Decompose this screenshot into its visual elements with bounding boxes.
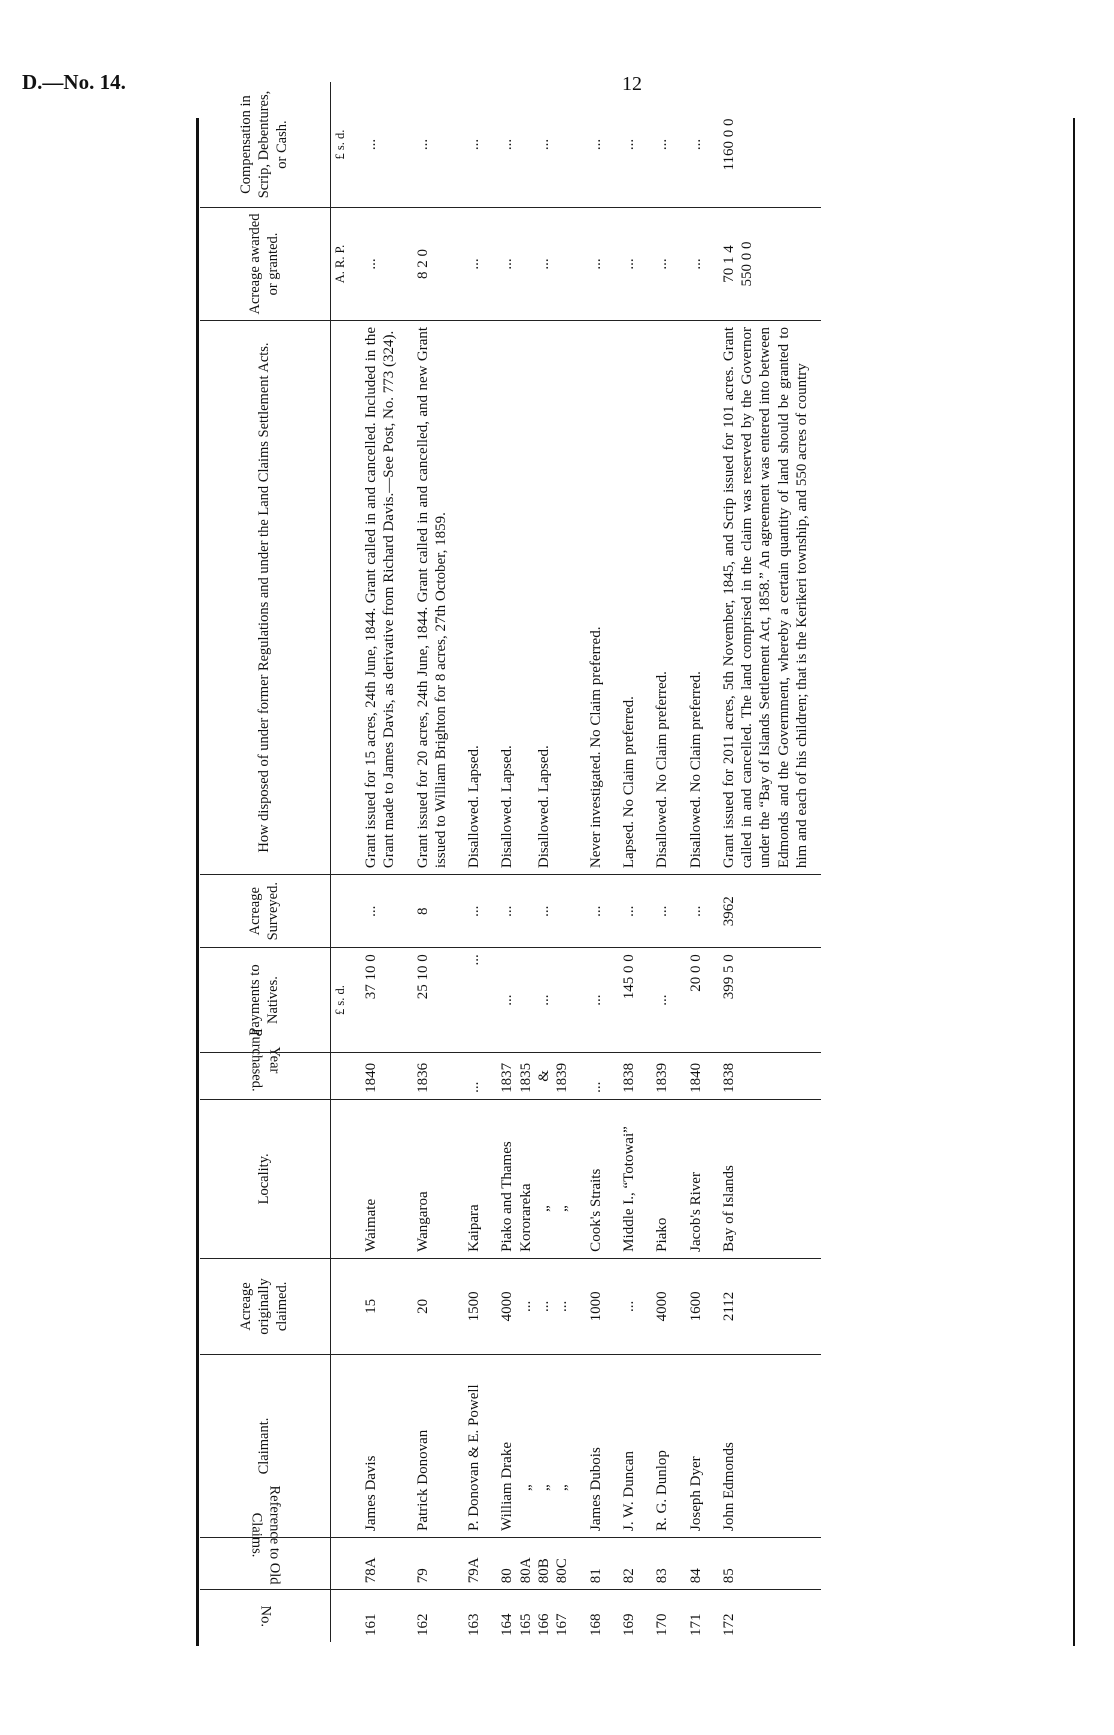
cell-disposal: Grant issued for 15 acres, 24th June, 1844. Grant called in and cancelled. Included in the Grant made to James Davis, as derivative from Richard Davis.—See Post, No. 773 (324). [357,320,409,874]
cell-locality: Kaipara [460,1099,493,1258]
cell-no: 171 [687,1613,704,1636]
cell-disposal: Lapsed. No Claim preferred. [615,320,648,874]
col-no: No. [200,1590,331,1642]
cell-surveyed: ... [460,875,493,948]
cell-disposal: Never investigated. No Claim preferred. [582,320,615,874]
unit-payments: £ s. d. [331,948,358,1053]
cell-surveyed: 3962 [715,875,821,948]
cell-compensation: ... [615,82,648,208]
cell-payments: 25 10 0 [409,948,461,1053]
cell-no: 162 [414,1613,431,1636]
cell-disposal: Disallowed. Lapsed. Disallowed. Lapsed. [493,320,581,874]
cell-compensation: ... ... [493,82,581,208]
claims-table-rotated [200,82,1080,1642]
cell-ref: 85 [715,1537,821,1589]
cell-payments: 20 0 0 [682,948,715,1053]
cell-payments: 37 10 0 [357,948,409,1053]
cell-acreage: 1500 [460,1258,493,1354]
cell-surveyed: ... [615,875,648,948]
cell-surveyed: ... [582,875,615,948]
cell-compensation: ... [409,82,461,208]
cell-surveyed: ... [648,875,681,948]
cell-no: 161 [363,1613,379,1636]
table-left-rule [196,118,199,1646]
cell-acreage: 20 [409,1258,461,1354]
table-row [357,82,409,1642]
cell-no: 164 165 166 167 [499,1613,571,1636]
cell-acreage: 2112 [715,1258,821,1354]
cell-year: 1839 [648,1052,681,1099]
units-row [331,82,358,1642]
cell-no: 172 [720,1613,737,1636]
col-acreage-claimed: Acreage originally claimed. [200,1258,331,1354]
cell-awarded: ... [648,208,681,321]
col-claimant: Claimant. [200,1355,331,1538]
cell-locality: Bay of Islands [715,1099,821,1258]
cell-awarded: 8 2 0 [409,208,461,321]
table-row [715,82,821,1642]
table-row [648,82,681,1642]
unit-awarded: A. R. P. [331,208,358,321]
cell-year: 1838 [715,1052,821,1099]
cell-surveyed: 8 [409,875,461,948]
cell-acreage: 15 [357,1258,409,1354]
cell-acreage: 4000 ... ... ... [493,1258,581,1354]
cell-compensation: ... [357,82,409,208]
cell-compensation: 1160 0 0 [715,82,821,208]
header-row [200,82,331,1642]
cell-ref: 79A [460,1537,493,1589]
cell-ref: 81 [582,1537,615,1589]
cell-year: ... [460,1052,493,1099]
cell-locality: Wangaroa [409,1099,461,1258]
cell-claimant: J. W. Duncan [615,1355,648,1538]
cell-awarded: ... ... [493,208,581,321]
col-reference: Reference to Old Claims. [200,1537,331,1589]
cell-locality: Waimate [357,1099,409,1258]
table-row [615,82,648,1642]
table-row [460,82,493,1642]
table-row [409,82,461,1642]
cell-compensation: ... [460,82,493,208]
cell-surveyed: ... [357,875,409,948]
cell-ref: 79 [409,1537,461,1589]
cell-awarded: 70 1 4 550 0 0 [715,208,821,321]
cell-claimant: James Davis [357,1355,409,1538]
cell-ref: 84 [682,1537,715,1589]
document-code: D.—No. 14. [22,70,126,94]
cell-payments: ... ... [493,948,581,1053]
cell-payments: ... [648,948,681,1053]
cell-compensation: ... [582,82,615,208]
table-row-group [493,82,581,1642]
col-locality: Locality. [200,1099,331,1258]
table-row [582,82,615,1642]
cell-payments: 145 0 0 [615,948,648,1053]
cell-claimant: Joseph Dyer [682,1355,715,1538]
cell-claimant: John Edmonds [715,1355,821,1538]
cell-awarded: ... [357,208,409,321]
cell-disposal: Grant issued for 20 acres, 24th June, 1844. Grant called in and cancelled, and new Grant issued to William Brighton for 8 acres, 27th October, 1859. [409,320,461,874]
col-year: Year Purchased. [200,1052,331,1099]
cell-locality: Piako and Thames Kororareka „ „ [493,1099,581,1258]
col-compensation: Compensation in Scrip, Debentures, or Cash. [200,82,331,208]
cell-ref: 78A [357,1537,409,1589]
page-number: 12 [622,73,642,95]
cell-ref: 83 [648,1537,681,1589]
unit-compensation: £ s. d. [331,82,358,208]
cell-year: 1838 [615,1052,648,1099]
cell-claimant: P. Donovan & E. Powell [460,1355,493,1538]
cell-compensation: ... [648,82,681,208]
cell-awarded: ... [460,208,493,321]
cell-compensation: ... [682,82,715,208]
col-surveyed: Acreage Surveyed. [200,875,331,948]
col-disposal: How disposed of under former Regulations and under the Land Claims Settlement Acts. [200,320,331,874]
cell-year: 1840 [357,1052,409,1099]
cell-payments: ... [582,948,615,1053]
cell-acreage: 4000 [648,1258,681,1354]
cell-claimant: R. G. Dunlop [648,1355,681,1538]
cell-disposal: Grant issued for 2011 acres, 5th November, 1845, and Scrip issued for 101 acres. Grant called in and cancelled. The land comprised in the claim was reserved by the Governor under the “Bay of Islands Settlement Act, 1858.” An agreement was entered into between Edmonds and the Government, whereby a certain quantity of land should be granted to him and each of his children; that is the Kerikeri township, and 550 acres of country [715,320,821,874]
cell-awarded: ... [682,208,715,321]
col-payments: Payments to Natives. [200,948,331,1053]
cell-claimant: James Dubois [582,1355,615,1538]
cell-acreage: 1600 [682,1258,715,1354]
table-row [682,82,715,1642]
cell-no: 168 [587,1613,604,1636]
cell-claimant: Patrick Donovan [409,1355,461,1538]
claims-table [200,82,821,1642]
cell-locality: Jacob's River [682,1099,715,1258]
cell-disposal: Disallowed. No Claim preferred. [648,320,681,874]
cell-awarded: ... [582,208,615,321]
cell-no: 170 [654,1613,671,1636]
cell-acreage: 1000 [582,1258,615,1354]
cell-year: 1837 1835 & 1839 [493,1052,581,1099]
cell-disposal: Disallowed. Lapsed. [460,320,493,874]
cell-payments: 399 5 0 [715,948,821,1053]
cell-acreage: ... [615,1258,648,1354]
cell-no: 169 [620,1613,637,1636]
cell-payments: ... [460,948,493,1053]
cell-year: 1836 [409,1052,461,1099]
cell-awarded: ... [615,208,648,321]
cell-claimant: William Drake „ „ „ [493,1355,581,1538]
cell-ref: 80 80A 80B 80C [493,1537,581,1589]
col-awarded: Acreage awarded or granted. [200,208,331,321]
cell-no: 163 [466,1613,483,1636]
cell-year: ... [582,1052,615,1099]
cell-locality: Middle I., “Totowai” [615,1099,648,1258]
cell-year: 1840 [682,1052,715,1099]
cell-disposal: Disallowed. No Claim preferred. [682,320,715,874]
cell-surveyed: ... [682,875,715,948]
cell-surveyed: ... ... [493,875,581,948]
cell-locality: Cook's Straits [582,1099,615,1258]
cell-locality: Piako [648,1099,681,1258]
cell-ref: 82 [615,1537,648,1589]
